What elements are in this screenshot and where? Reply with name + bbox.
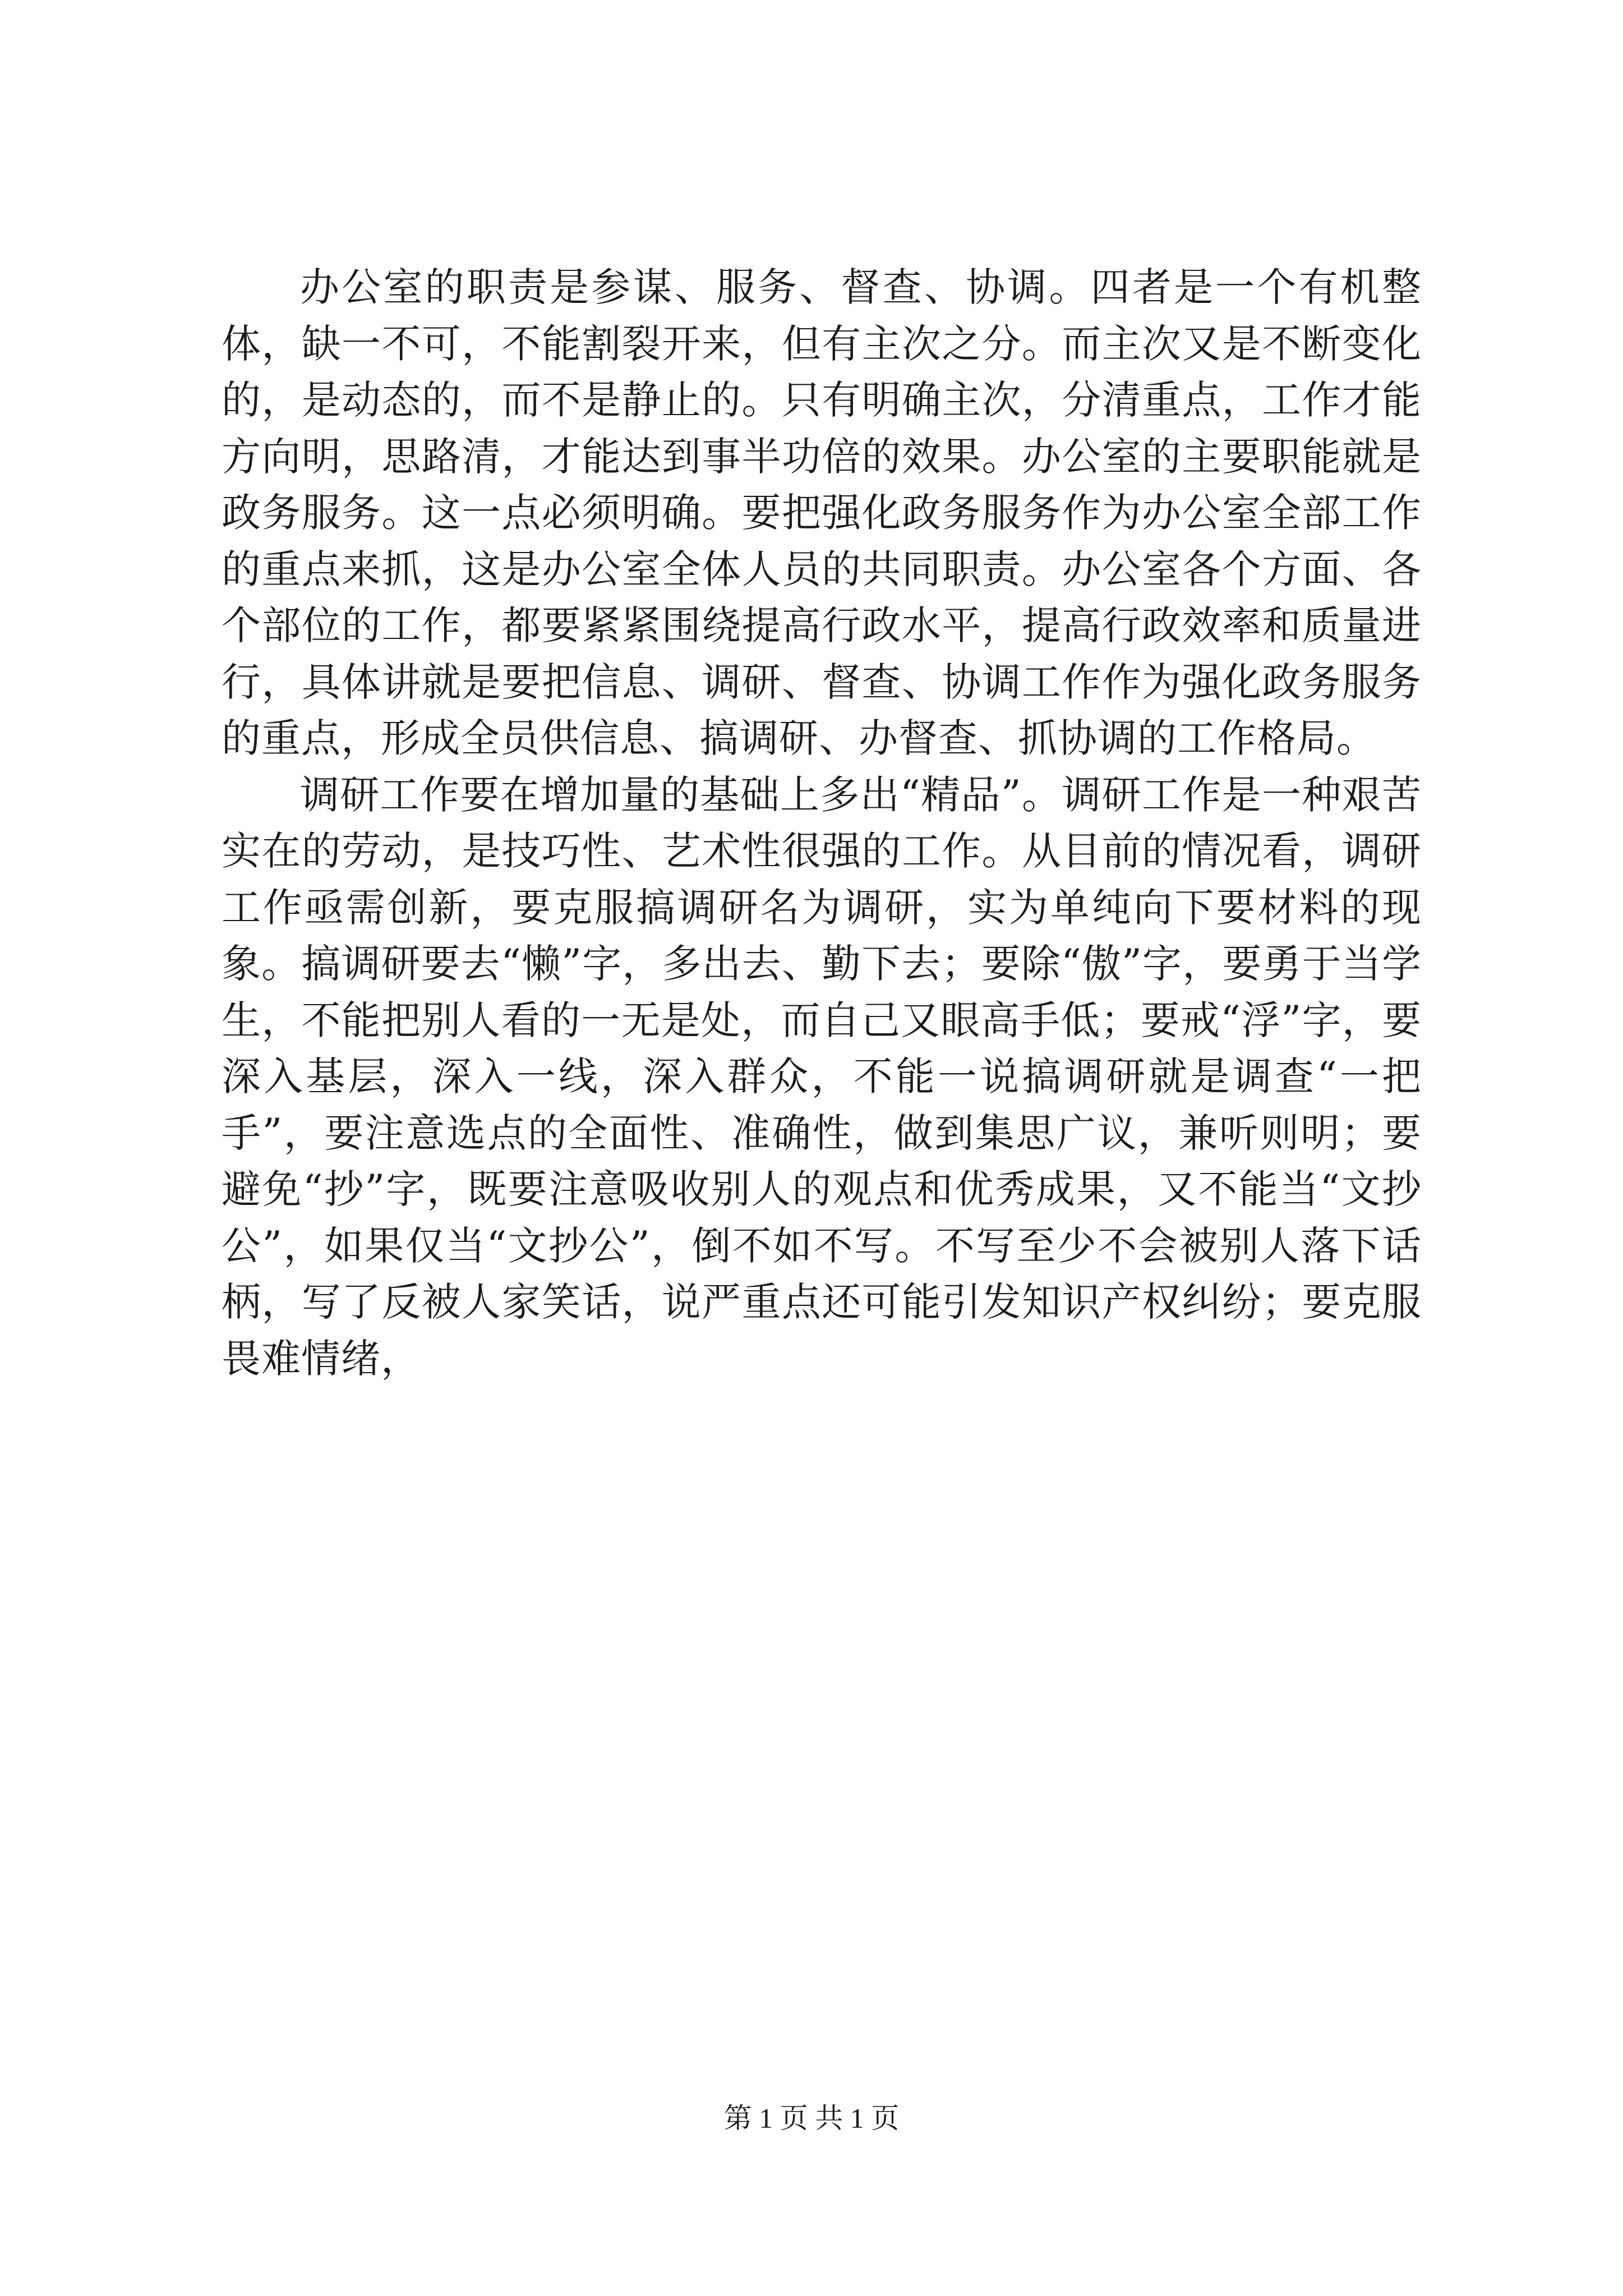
page-footer: 第 1 页 共 1 页 [723,2102,900,2134]
paragraph-1: 办公室的职责是参谋、服务、督查、协调。四者是一个有机整体，缺一不可，不能割裂开来，但有主次之分。而主次又是不断变化的，是动态的，而不是静止的。只有明确主次，分清重点，工作才能方向明，思路清，才能达到事半功倍的效果。办公室的主要职能就是政务服务。这一点必须明确。要把强化政务服务作为办公室全部工作的重点来抓，这是办公室全体人员的共同职责。办公室各个方面、各个部位的工作，都要紧紧围绕提高行政水平，提高行政效率和质量进行，具体讲就是要把信息、调研、督查、协调工作作为强化政务服务的重点，形成全员供信息、搞调研、办督查、抓协调的工作格局。 [222,264,1422,761]
paragraph-2: 调研工作要在增加量的基础上多出“精品”。调研工作是一种艰苦实在的劳动，是技巧性、艺术性很强的工作。从目前的情况看，调研工作亟需创新，要克服搞调研名为调研，实为单纯向下要材料的现象。搞调研要去“懒”字，多出去、勤下去；要除“傲”字，要勇于当学生，不能把别人看的一无是处，而自己又眼高手低；要戒“浮”字，要深入基层，深入一线，深入群众，不能一说搞调研就是调查“一把手”，要注意选点的全面性、准确性，做到集思广议，兼听则明；要避免“抄”字，既要注意吸收别人的观点和优秀成果，又不能当“文抄公”，如果仅当“文抄公”，倒不如不写。不写至少不会被别人落下话柄，写了反被人家笑话，说严重点还可能引发知识产权纠纷；要克服畏难情绪， [222,771,1422,1382]
document-body [222,259,1422,1387]
